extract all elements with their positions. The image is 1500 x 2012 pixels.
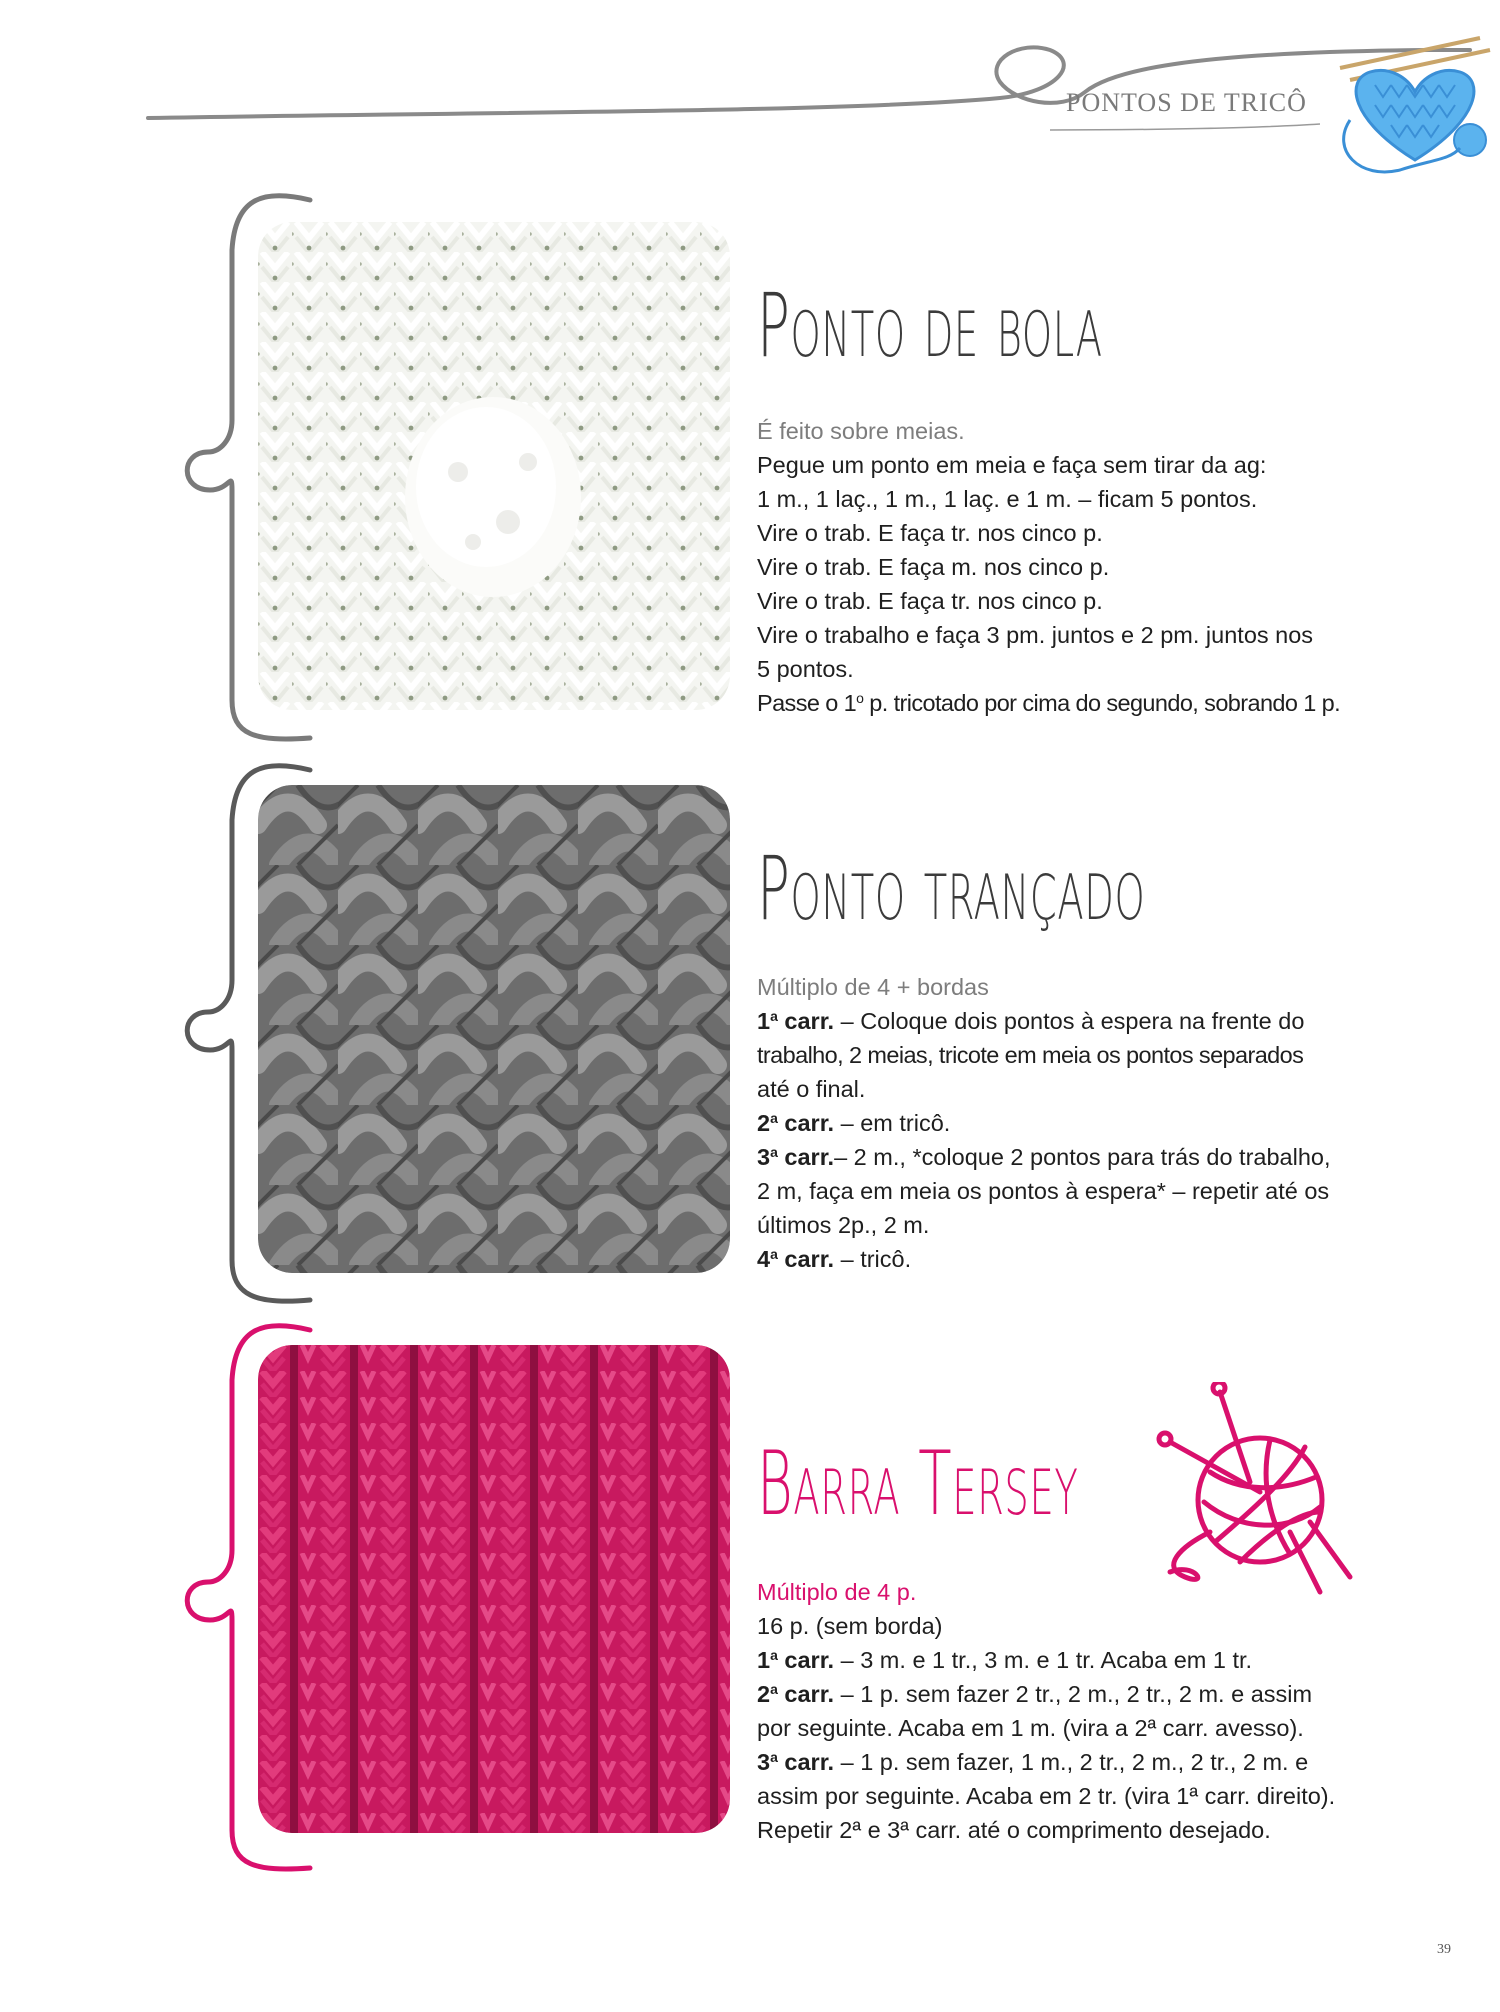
instructions-ponto-de-bola xyxy=(757,414,1377,720)
title-ponto-trancado: Ponto trançado xyxy=(757,837,1146,940)
instruction-line: 2$^a$ carr. – 1 p. sem fazer 2 tr., 2 m., 2 tr., 2 m. e assim xyxy=(757,1681,1313,1707)
instruction-line: 1$^a$ carr. – Coloque dois pontos à espera na frente do xyxy=(757,1008,1305,1034)
yarn-ball-needles-icon xyxy=(1140,1382,1360,1602)
instruction-line: trabalho, 2 meias, tricote em meia os pontos separados xyxy=(757,1042,1304,1068)
instruction-line: 4$^a$ carr. – tricô. xyxy=(757,1246,912,1272)
instruction-line: por seguinte. Acaba em 1 m. (vira a 2ª carr. avesso). xyxy=(757,1715,1304,1741)
instruction-line: 1$^a$ carr. – 3 m. e 1 tr., 3 m. e 1 tr. Acaba em 1 tr. xyxy=(757,1647,1253,1673)
instruction-line: 2$^a$ carr. – em tricô. xyxy=(757,1110,951,1136)
instruction-line: Passe o 1$^o$ p. tricotado por cima do segundo, sobrando 1 p. xyxy=(757,690,1341,716)
instruction-line: Pegue um ponto em meia e faça sem tirar da ag: xyxy=(757,452,1267,478)
instruction-line: 1 m., 1 laç., 1 m., 1 laç. e 1 m. – ficam 5 pontos. xyxy=(757,486,1258,512)
lead-barra-tersey: Múltiplo de 4 p. xyxy=(757,1579,917,1605)
title-ponto-de-bola: Ponto de bola xyxy=(757,274,1103,377)
instruction-line: Vire o trab. E faça tr. nos cinco p. xyxy=(757,588,1103,614)
header-section-title: PONTOS DE TRICÔ xyxy=(1066,88,1307,117)
instruction-line: assim por seguinte. Acaba em 2 tr. (vira 1ª carr. direito). xyxy=(757,1783,1336,1809)
lead-ponto-de-bola: É feito sobre meias. xyxy=(757,418,965,444)
instruction-line: até o final. xyxy=(757,1076,866,1102)
instructions-barra-tersey xyxy=(757,1575,1377,1847)
gray-braided-swatch-photo xyxy=(258,785,730,1273)
lead-ponto-trancado: Múltiplo de 4 + bordas xyxy=(757,974,989,1000)
instruction-line: 2 m, faça em meia os pontos à espera* – repetir até os xyxy=(757,1178,1330,1204)
instruction-line: 5 pontos. xyxy=(757,656,854,682)
instruction-line: últimos 2p., 2 m. xyxy=(757,1212,930,1238)
instruction-line: 3$^a$ carr. – 1 p. sem fazer, 1 m., 2 tr., 2 m., 2 tr., 2 m. e xyxy=(757,1749,1309,1775)
instructions-ponto-trancado xyxy=(757,970,1377,1276)
instruction-line: Repetir 2ª e 3ª carr. até o comprimento desejado. xyxy=(757,1817,1271,1843)
instruction-line: Vire o trabalho e faça 3 pm. juntos e 2 pm. juntos nos xyxy=(757,622,1314,648)
instruction-line: 3$^a$ carr.– 2 m., *coloque 2 pontos para trás do trabalho, xyxy=(757,1144,1331,1170)
white-bobble-swatch-photo xyxy=(258,222,730,710)
instruction-line: 16 p. (sem borda) xyxy=(757,1613,943,1639)
page-number: 39 xyxy=(1437,1942,1451,1957)
instruction-line: Vire o trab. E faça m. nos cinco p. xyxy=(757,554,1110,580)
instruction-line: Vire o trab. E faça tr. nos cinco p. xyxy=(757,520,1103,546)
pink-rib-swatch-photo xyxy=(258,1345,730,1833)
knitted-heart-icon xyxy=(1330,20,1500,180)
title-barra-tersey: Barra Tersey xyxy=(757,1432,1079,1535)
